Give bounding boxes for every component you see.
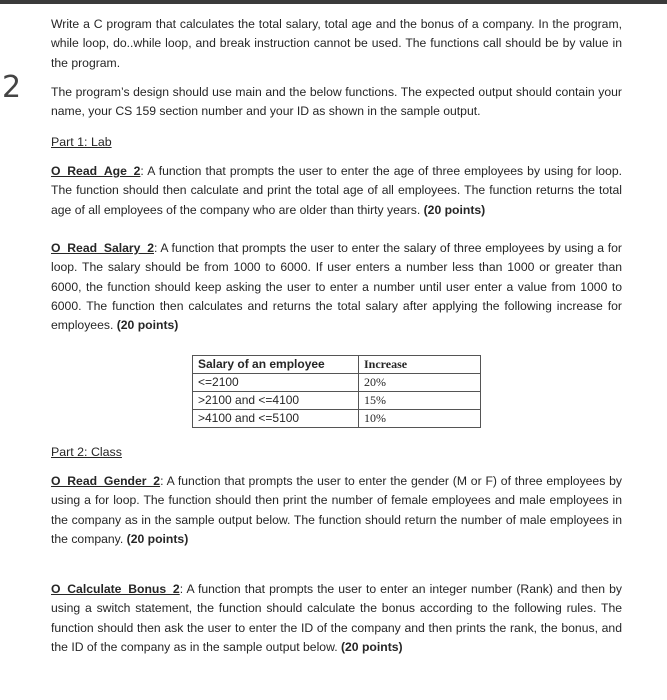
read-salary-points: (20 points) (116, 318, 179, 333)
part2-heading: Part 2: Class (51, 445, 122, 459)
read-age-description: : A function that prompts the user to enter the age of three employees by using for loop. The function should then calculate and print the total age of all employees. The function returns the total age of all employees of the company who are older than thirty years. (51, 164, 622, 217)
table-row (193, 374, 481, 392)
read-age-function-name: O_Read_Age_2 (51, 164, 141, 178)
read-salary-paragraph (51, 239, 622, 335)
design-paragraph: The program’s design should use main and the below functions. The expected output should contain your name, your CS 159 section number and your ID as shown in the sample output. (51, 85, 622, 119)
read-salary-description: : A function that prompts the user to enter the salary of three employees by using a for loop. The salary should be from 1000 to 6000. If user enters a number less than 1000 or greater than 6000, the function should keep asking the user to enter a number until user enter a value from 1000 to 6000. The function then calculates and returns the total salary after applying the following increase for employees. (51, 241, 622, 333)
salary-range: <=2100 (193, 374, 359, 392)
increase-value: 15% (359, 392, 481, 410)
salary-range: >4100 and <=5100 (193, 410, 359, 428)
read-age-paragraph (51, 162, 622, 220)
header-salary: Salary of an employee (193, 356, 359, 374)
read-gender-paragraph (51, 472, 622, 549)
table-row (193, 392, 481, 410)
header-increase: Increase (359, 356, 481, 374)
read-gender-function-name: O_Read_Gender_2 (51, 474, 161, 488)
calc-bonus-function-name: O_Calculate_Bonus_2 (51, 582, 180, 596)
increase-value: 20% (359, 374, 481, 392)
intro-paragraph: Write a C program that calculates the total salary, total age and the bonus of a company. In the program, while loop, do..while loop, and break instruction cannot be used. The functions call should be by value in the program. (51, 17, 622, 70)
read-gender-points: (20 points) (126, 531, 189, 546)
salary-range: >2100 and <=4100 (193, 392, 359, 410)
calc-bonus-paragraph (51, 580, 622, 657)
table-row (193, 410, 481, 428)
part1-heading: Part 1: Lab (51, 135, 112, 149)
question-number: 2 (2, 70, 22, 105)
top-border (0, 0, 667, 4)
increase-value: 10% (359, 410, 481, 428)
salary-increase-table (192, 355, 481, 428)
read-age-points: (20 points) (423, 202, 486, 217)
read-gender-description: : A function that prompts the user to enter the gender (M or F) of three employees by using a for loop. The function should then print the number of female employees and male employees in the company as in the sample output below. The function should return the number of male employees in the company. (51, 474, 622, 546)
calc-bonus-description: : A function that prompts the user to enter an integer number (Rank) and then by using a switch statement, the function should calculate the bonus according to the following rules. The function should then ask the user to enter the ID of the company and then prints the rank, the bonus, and the ID of the company as in the sample output below. (51, 582, 622, 654)
read-salary-function-name: O_Read_Salary_2 (51, 241, 154, 255)
table-header-row (193, 356, 481, 374)
calc-bonus-points: (20 points) (340, 639, 403, 654)
